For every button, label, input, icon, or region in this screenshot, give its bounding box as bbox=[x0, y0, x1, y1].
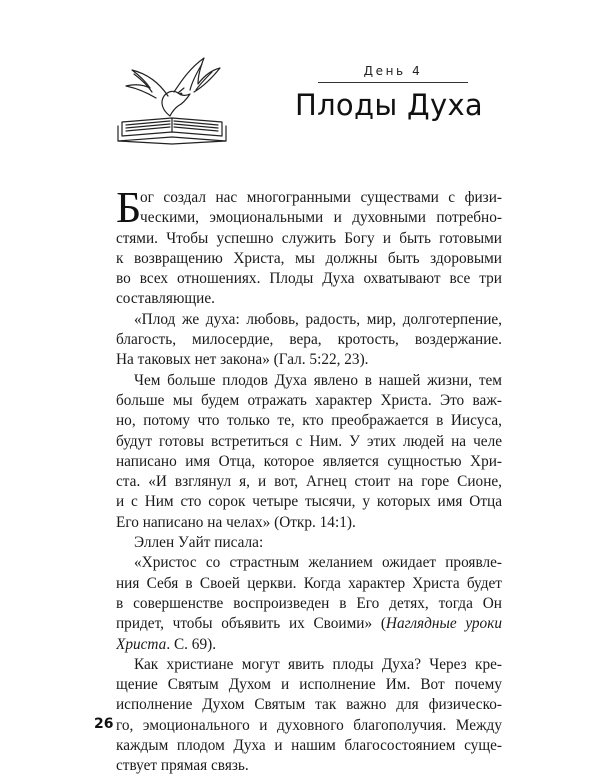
text-line: щение Святым Духом и исполнение Им. Вот почему bbox=[116, 676, 502, 694]
chapter-title: Плоды Духа bbox=[294, 88, 483, 122]
text-line: и с Ним сто сорок четыре тысячи, у которых имя Отца bbox=[116, 493, 502, 511]
text-line: ста. «И взглянул я, и вот, Агнец стоит на горе Сионе, bbox=[116, 473, 502, 491]
text-line: ния Себя в Своей церкви. Когда характер Христа будет bbox=[116, 574, 502, 592]
text-line: но, потому что только те, кто преображается в Иисуса, bbox=[116, 412, 502, 430]
text-line: благость, милосердие, вера, кротость, воздержание. bbox=[116, 331, 502, 349]
text-line: Чем больше плодов Духа явлено в нашей жизни, тем bbox=[134, 371, 502, 389]
text-line: каждым плодом Духа и нашим благосостоянием суще- bbox=[116, 737, 502, 755]
drop-cap: Б bbox=[116, 183, 142, 232]
quote-text: придет, чтобы объявить их Своими» ( bbox=[116, 615, 386, 633]
dove-over-open-book-icon bbox=[112, 44, 232, 149]
text-line: во всех отношениях. Плоды Духа охватывают все три bbox=[116, 270, 502, 288]
text-line: Его написано на челах» (Откр. 14:1). bbox=[116, 513, 356, 531]
text-line: написано имя Отца, которое является сущностью Хри- bbox=[116, 452, 502, 470]
text-line: го, эмоционального и духовного благополучия. Между bbox=[116, 716, 502, 734]
text-line: составляющие. bbox=[116, 290, 215, 308]
page-number: 26 bbox=[94, 716, 114, 732]
citation-title: Христа bbox=[116, 635, 167, 653]
text-line: «Христос со страстным желанием ожидает проявле- bbox=[134, 554, 502, 572]
text-line: Как христиане могут явить плоды Духа? Через кре- bbox=[134, 655, 502, 673]
text-line: стями. Чтобы успешно служить Богу и быть готовыми bbox=[116, 229, 502, 247]
day-label: День 4 bbox=[363, 64, 423, 78]
text-line-with-citation bbox=[116, 614, 502, 634]
citation-title: Наглядные уроки bbox=[385, 615, 502, 633]
text-line: к возвращению Христа, мы должны быть здоровыми bbox=[116, 249, 502, 267]
text-line: «Плод же духа: любовь, радость, мир, долготерпение, bbox=[134, 310, 502, 328]
text-line: в совершенстве воспроизведен в Его детях, тогда Он bbox=[116, 594, 502, 612]
text-line: На таковых нет закона» (Гал. 5:22, 23). bbox=[116, 351, 369, 369]
body-text bbox=[116, 183, 502, 777]
text-line: будут готовы встретиться с Ним. У этих людей на челе bbox=[116, 432, 502, 450]
text-line: исполнение Духом Святым так важно для физическо- bbox=[116, 696, 502, 714]
text-line: ческими, эмоциональными и духовными потребно- bbox=[140, 209, 502, 227]
text-line: больше мы будем отражать характер Христа. Это важ- bbox=[116, 391, 502, 409]
text-line: ствует прямая связь. bbox=[116, 757, 249, 775]
text-line: ог создал нас многогранными существами с физи- bbox=[140, 189, 502, 206]
text-line: Эллен Уайт писала: bbox=[134, 534, 264, 552]
text-line-with-citation bbox=[116, 635, 502, 655]
day-label-rule bbox=[318, 82, 468, 83]
citation-page: . С. 69). bbox=[166, 635, 217, 653]
